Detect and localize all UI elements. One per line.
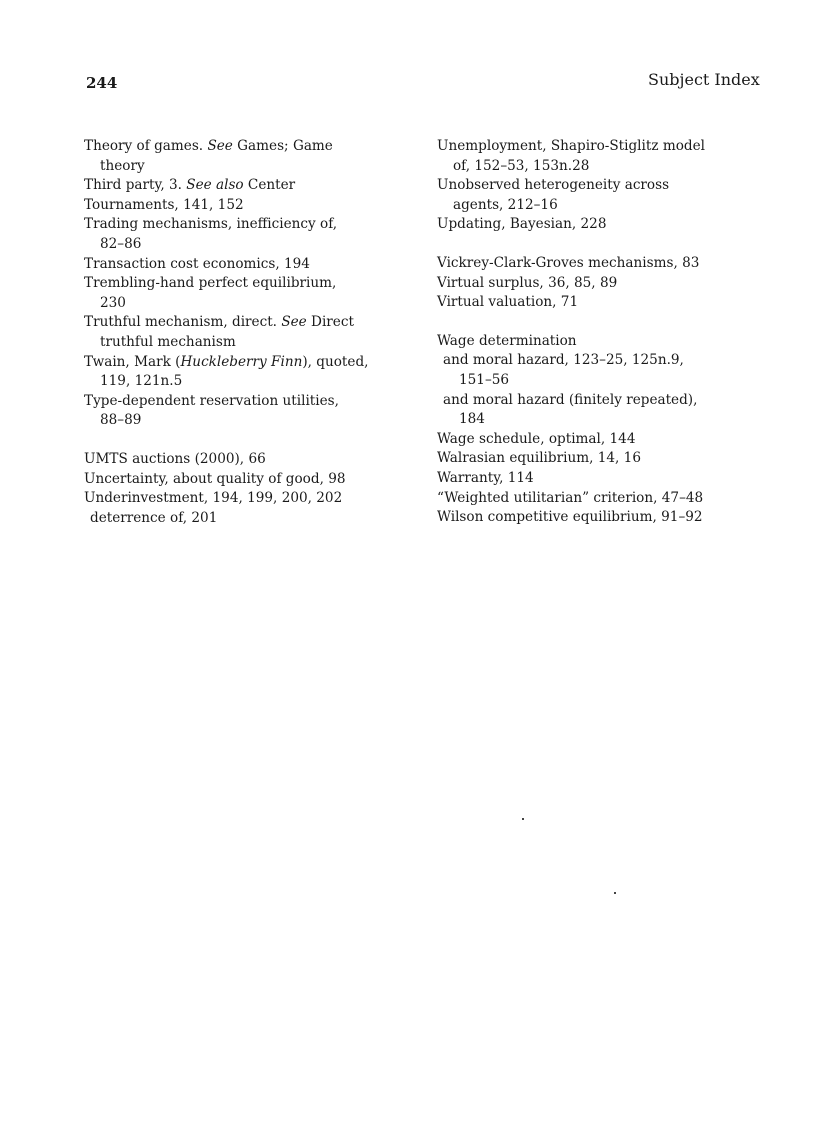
index-entry: “Weighted utilitarian” criterion, 47–48 <box>437 489 704 506</box>
index-entry: Virtual surplus, 36, 85, 89 <box>437 274 618 291</box>
index-entry: Tournaments, 141, 152 <box>84 196 244 213</box>
index-entry: Theory of games. See Games; Game theory <box>84 138 333 174</box>
index-entry: Warranty, 114 <box>437 469 534 486</box>
letter-group-gap <box>84 431 424 450</box>
index-entry: Twain, Mark (Huckleberry Finn), quoted, 119, 121n.5 <box>84 353 369 390</box>
letter-group-gap <box>437 235 787 254</box>
index-entry: Virtual valuation, 71 <box>437 294 579 311</box>
index-column-right <box>437 137 787 528</box>
scan-speck <box>614 892 616 894</box>
index-subentry: and moral hazard, 123–25, 125n.9, 151–56 <box>443 352 684 388</box>
index-entry: Wage schedule, optimal, 144 <box>437 430 636 447</box>
letter-group-gap <box>437 313 787 332</box>
index-subentry: deterrence of, 201 <box>90 509 218 526</box>
index-column-left <box>84 137 424 528</box>
running-head-title: Subject Index <box>648 70 760 89</box>
index-entry: Trembling-hand perfect equilibrium, 230 <box>84 275 337 311</box>
index-entry: Trading mechanisms, inefficiency of, 82–86 <box>84 216 338 252</box>
index-entry: Updating, Bayesian, 228 <box>437 216 607 233</box>
index-entry: Wage determination <box>437 332 577 349</box>
index-entry: Walrasian equilibrium, 14, 16 <box>437 450 641 467</box>
scan-speck <box>522 818 524 820</box>
index-entry: Wilson competitive equilibrium, 91–92 <box>437 509 703 526</box>
index-entry: Truthful mechanism, direct. See Direct truthful mechanism <box>84 314 354 350</box>
index-entry: Uncertainty, about quality of good, 98 <box>84 470 346 487</box>
index-entry: Transaction cost economics, 194 <box>84 255 310 272</box>
index-entry: Underinvestment, 194, 199, 200, 202 <box>84 490 343 507</box>
page-number: 244 <box>86 74 118 92</box>
index-entry: Unobserved heterogeneity across agents, 212–16 <box>437 177 670 213</box>
index-entry: Vickrey-Clark-Groves mechanisms, 83 <box>437 254 700 271</box>
index-entry: Third party, 3. See also Center <box>84 177 296 194</box>
index-subentry: and moral hazard (finitely repeated), 184 <box>443 391 698 428</box>
index-entry: Unemployment, Shapiro-Stiglitz model of, 152–53, 153n.28 <box>437 138 705 174</box>
index-entry: Type-dependent reservation utilities, 88–89 <box>84 392 339 429</box>
index-entry: UMTS auctions (2000), 66 <box>84 450 266 467</box>
